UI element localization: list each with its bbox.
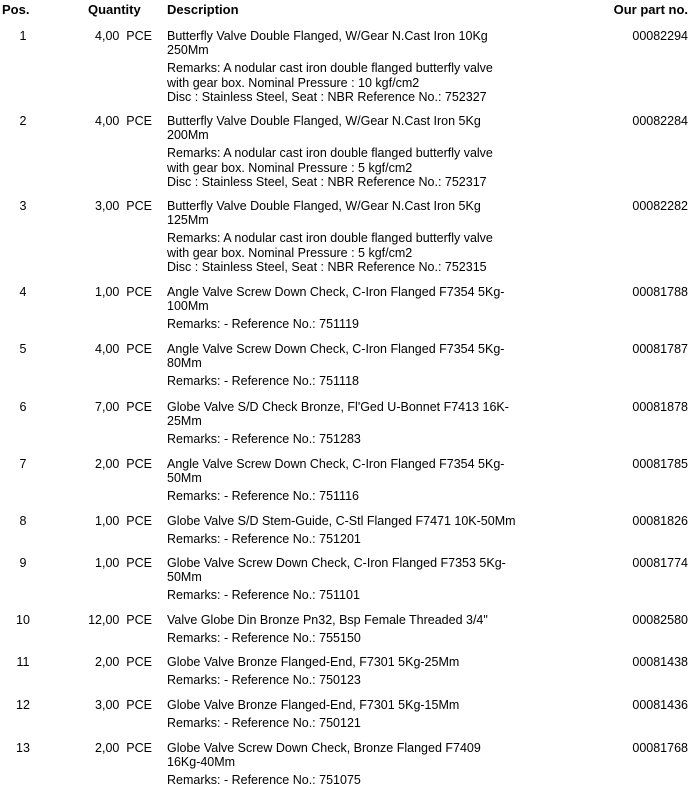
row-quantity: 12,00 PCE xyxy=(88,613,152,627)
description-line: Angle Valve Screw Down Check, C-Iron Flanged F7354 5Kg- xyxy=(167,285,505,299)
row-description xyxy=(167,342,547,389)
row-description xyxy=(167,29,547,104)
remarks-line: Remarks: - Reference No.: 751101 xyxy=(167,588,360,603)
remarks-line: Remarks: - Reference No.: 751075 xyxy=(167,773,361,788)
row-description xyxy=(167,400,547,447)
row-description xyxy=(167,285,547,332)
row-remarks xyxy=(167,374,547,388)
row-remarks xyxy=(167,146,547,189)
row-quantity: 4,00 PCE xyxy=(95,342,152,356)
row-description xyxy=(167,457,547,504)
row-quantity: 3,00 PCE xyxy=(95,199,152,213)
description-line: 16Kg-40Mm xyxy=(167,755,236,770)
description-line: 100Mm xyxy=(167,299,209,314)
remarks-line: with gear box. Nominal Pressure : 5 kgf/cm2 xyxy=(167,245,413,260)
row-description xyxy=(167,698,547,730)
description-line: Butterfly Valve Double Flanged, W/Gear N.Cast Iron 10Kg xyxy=(167,29,488,43)
row-part-no: 00082284 xyxy=(632,114,688,128)
row-pos: 12 xyxy=(16,698,30,712)
description-line: Globe Valve Bronze Flanged-End, F7301 5Kg-25Mm xyxy=(167,655,460,669)
description-line: Angle Valve Screw Down Check, C-Iron Flanged F7354 5Kg- xyxy=(167,457,505,471)
row-description xyxy=(167,114,547,189)
remarks-line: Remarks: - Reference No.: 750123 xyxy=(167,673,361,688)
row-pos: 10 xyxy=(16,613,30,627)
row-description xyxy=(167,514,547,546)
row-quantity: 4,00 PCE xyxy=(95,29,152,43)
header-pos: Pos. xyxy=(2,2,30,17)
description-line: 50Mm xyxy=(167,471,202,486)
description-line: Globe Valve Screw Down Check, C-Iron Flanged F7353 5Kg- xyxy=(167,556,506,570)
description-line: 125Mm xyxy=(167,213,209,228)
row-pos: 11 xyxy=(16,655,30,669)
remarks-line: with gear box. Nominal Pressure : 5 kgf/cm2 xyxy=(167,160,413,175)
row-pos: 6 xyxy=(19,400,27,414)
row-remarks xyxy=(167,588,547,602)
row-remarks xyxy=(167,673,547,687)
header-part-no: Our part no. xyxy=(613,2,688,17)
row-pos: 4 xyxy=(19,285,27,299)
row-part-no: 00081436 xyxy=(632,698,688,712)
row-pos: 2 xyxy=(19,114,27,128)
remarks-line: Remarks: - Reference No.: 751119 xyxy=(167,317,359,332)
remarks-line: Disc : Stainless Steel, Seat : NBR Reference No.: 752315 xyxy=(167,259,487,274)
description-line: 25Mm xyxy=(167,414,202,429)
row-pos: 1 xyxy=(19,29,27,43)
row-pos: 13 xyxy=(16,741,30,755)
row-remarks xyxy=(167,716,547,730)
row-pos: 5 xyxy=(19,342,27,356)
row-description xyxy=(167,741,547,788)
row-description xyxy=(167,655,547,687)
row-description xyxy=(167,199,547,274)
row-part-no: 00081768 xyxy=(632,741,688,755)
description-line: Globe Valve S/D Stem-Guide, C-Stl Flanged F7471 10K-50Mm xyxy=(167,514,516,528)
row-part-no: 00081774 xyxy=(632,556,688,570)
description-line: 50Mm xyxy=(167,570,202,585)
header-quantity: Quantity xyxy=(88,2,141,17)
row-part-no: 00081878 xyxy=(632,400,688,414)
description-line: Valve Globe Din Bronze Pn32, Bsp Female Threaded 3/4" xyxy=(167,613,488,627)
header-description: Description xyxy=(167,2,239,17)
row-pos: 8 xyxy=(19,514,27,528)
description-line: 80Mm xyxy=(167,356,202,371)
description-line: 200Mm xyxy=(167,128,209,143)
row-part-no: 00081826 xyxy=(632,514,688,528)
description-line: 250Mm xyxy=(167,43,209,58)
row-pos: 9 xyxy=(19,556,27,570)
description-line: Globe Valve Screw Down Check, Bronze Flanged F7409 xyxy=(167,741,481,755)
row-part-no: 00082294 xyxy=(632,29,688,43)
description-line: Angle Valve Screw Down Check, C-Iron Flanged F7354 5Kg- xyxy=(167,342,505,356)
remarks-line: Remarks: A nodular cast iron double flanged butterfly valve xyxy=(167,231,493,246)
table-header xyxy=(0,0,694,20)
row-quantity: 2,00 PCE xyxy=(95,655,152,669)
remarks-line: Remarks: - Reference No.: 751283 xyxy=(167,432,361,447)
row-part-no: 00082282 xyxy=(632,199,688,213)
row-remarks xyxy=(167,231,547,274)
row-quantity: 2,00 PCE xyxy=(95,457,152,471)
row-remarks xyxy=(167,432,547,446)
row-part-no: 00081788 xyxy=(632,285,688,299)
remarks-line: Disc : Stainless Steel, Seat : NBR Reference No.: 752327 xyxy=(167,89,487,104)
row-quantity: 1,00 PCE xyxy=(95,285,152,299)
description-line: Globe Valve S/D Check Bronze, Fl'Ged U-Bonnet F7413 16K- xyxy=(167,400,509,414)
remarks-line: with gear box. Nominal Pressure : 10 kgf/cm2 xyxy=(167,75,420,90)
remarks-line: Remarks: A nodular cast iron double flanged butterfly valve xyxy=(167,61,493,76)
row-remarks xyxy=(167,631,547,645)
description-line: Butterfly Valve Double Flanged, W/Gear N.Cast Iron 5Kg xyxy=(167,199,481,213)
row-part-no: 00081438 xyxy=(632,655,688,669)
row-remarks xyxy=(167,489,547,503)
row-pos: 3 xyxy=(19,199,27,213)
row-remarks xyxy=(167,61,547,104)
row-quantity: 1,00 PCE xyxy=(95,556,152,570)
row-remarks xyxy=(167,773,547,787)
row-remarks xyxy=(167,317,547,331)
row-quantity: 1,00 PCE xyxy=(95,514,152,528)
row-quantity: 4,00 PCE xyxy=(95,114,152,128)
row-quantity: 2,00 PCE xyxy=(95,741,152,755)
row-pos: 7 xyxy=(19,457,27,471)
row-part-no: 00081785 xyxy=(632,457,688,471)
row-part-no: 00081787 xyxy=(632,342,688,356)
description-line: Globe Valve Bronze Flanged-End, F7301 5Kg-15Mm xyxy=(167,698,460,712)
remarks-line: Remarks: A nodular cast iron double flanged butterfly valve xyxy=(167,146,493,161)
remarks-line: Remarks: - Reference No.: 755150 xyxy=(167,631,361,646)
remarks-line: Disc : Stainless Steel, Seat : NBR Reference No.: 752317 xyxy=(167,174,487,189)
row-description xyxy=(167,613,547,645)
row-quantity: 7,00 PCE xyxy=(95,400,152,414)
description-line: Butterfly Valve Double Flanged, W/Gear N.Cast Iron 5Kg xyxy=(167,114,481,128)
remarks-line: Remarks: - Reference No.: 750121 xyxy=(167,716,361,731)
row-quantity: 3,00 PCE xyxy=(95,698,152,712)
row-description xyxy=(167,556,547,603)
remarks-line: Remarks: - Reference No.: 751201 xyxy=(167,532,361,547)
row-remarks xyxy=(167,532,547,546)
remarks-line: Remarks: - Reference No.: 751116 xyxy=(167,489,359,504)
row-part-no: 00082580 xyxy=(632,613,688,627)
remarks-line: Remarks: - Reference No.: 751118 xyxy=(167,374,359,389)
